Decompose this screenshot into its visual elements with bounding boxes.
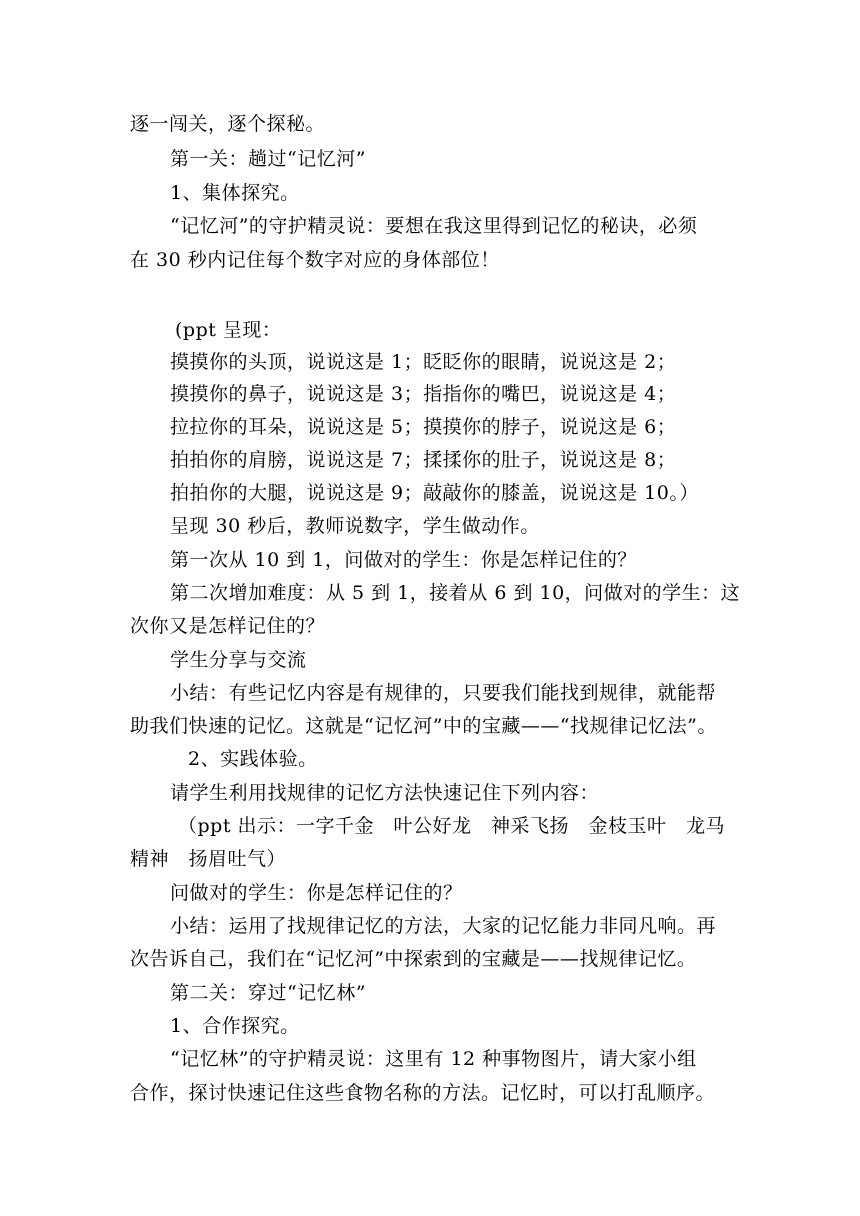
text-line: 学生分享与交流 [170,649,307,671]
section-heading: 第二关：穿过“记忆林” [170,982,366,1004]
subheading: 2、实践体验。 [188,748,318,770]
text-line: 问做对的学生：你是怎样记住的？ [170,882,463,904]
text-line: “记忆河”的守护精灵说：要想在我这里得到记忆的秘诀，必须 [170,215,698,237]
text-line: 摸摸你的鼻子，说说这是 3；指指你的嘴巴，说说这是 4； [170,383,677,405]
text-line: 次你又是怎样记住的？ [130,615,326,637]
text-line: 助我们快速的记忆。这就是“记忆河”中的宝藏——“找规律记忆法”。 [130,715,717,737]
text-line: 逐一闯关，逐个探秘。 [130,113,326,135]
text-line: 小结：有些记忆内容是有规律的，只要我们能找到规律，就能帮 [170,682,717,704]
text-line: 拍拍你的肩膀，说说这是 7；揉揉你的肚子，说说这是 8； [170,449,677,471]
text-line: 次告诉自己，我们在“记忆河”中探索到的宝藏是——找规律记忆。 [130,948,697,970]
text-line: 拍拍你的大腿，说说这是 9；敲敲你的膝盖，说说这是 10。） [170,482,699,504]
text-line: 拉拉你的耳朵，说说这是 5；摸摸你的脖子，说说这是 6； [170,416,677,438]
subheading: 1、合作探究。 [170,1015,300,1037]
text-line: 请学生利用找规律的记忆方法快速记住下列内容： [170,782,600,804]
text-line: 在 30 秒内记住每个数字对应的身体部位！ [130,249,500,271]
text-line: “记忆林”的守护精灵说：这里有 12 种事物图片，请大家小组 [170,1048,697,1070]
section-heading: 第一关：趟过“记忆河” [170,148,366,170]
text-line: 合作，探讨快速记住这些食物名称的方法。记忆时，可以打乱顺序。 [130,1082,716,1104]
text-line: 第二次增加难度：从 5 到 1，接着从 6 到 10，问做对的学生：这 [170,582,741,604]
text-line: 精神 扬眉吐气） [130,848,287,870]
text-line: （ppt 出示：一字千金 叶公好龙 神采飞扬 金枝玉叶 龙马 [178,815,726,837]
text-line: 摸摸你的头顶，说说这是 1；眨眨你的眼睛，说说这是 2； [170,351,677,373]
text-line: 第一次从 10 到 1，问做对的学生：你是怎样记住的？ [170,549,637,571]
text-line: 小结：运用了找规律记忆的方法，大家的记忆能力非同凡响。再 [170,915,717,937]
subheading: 1、集体探究。 [170,182,300,204]
text-line: 呈现 30 秒后，教师说数字，学生做动作。 [170,515,540,537]
text-line: (ppt 呈现： [175,319,282,341]
